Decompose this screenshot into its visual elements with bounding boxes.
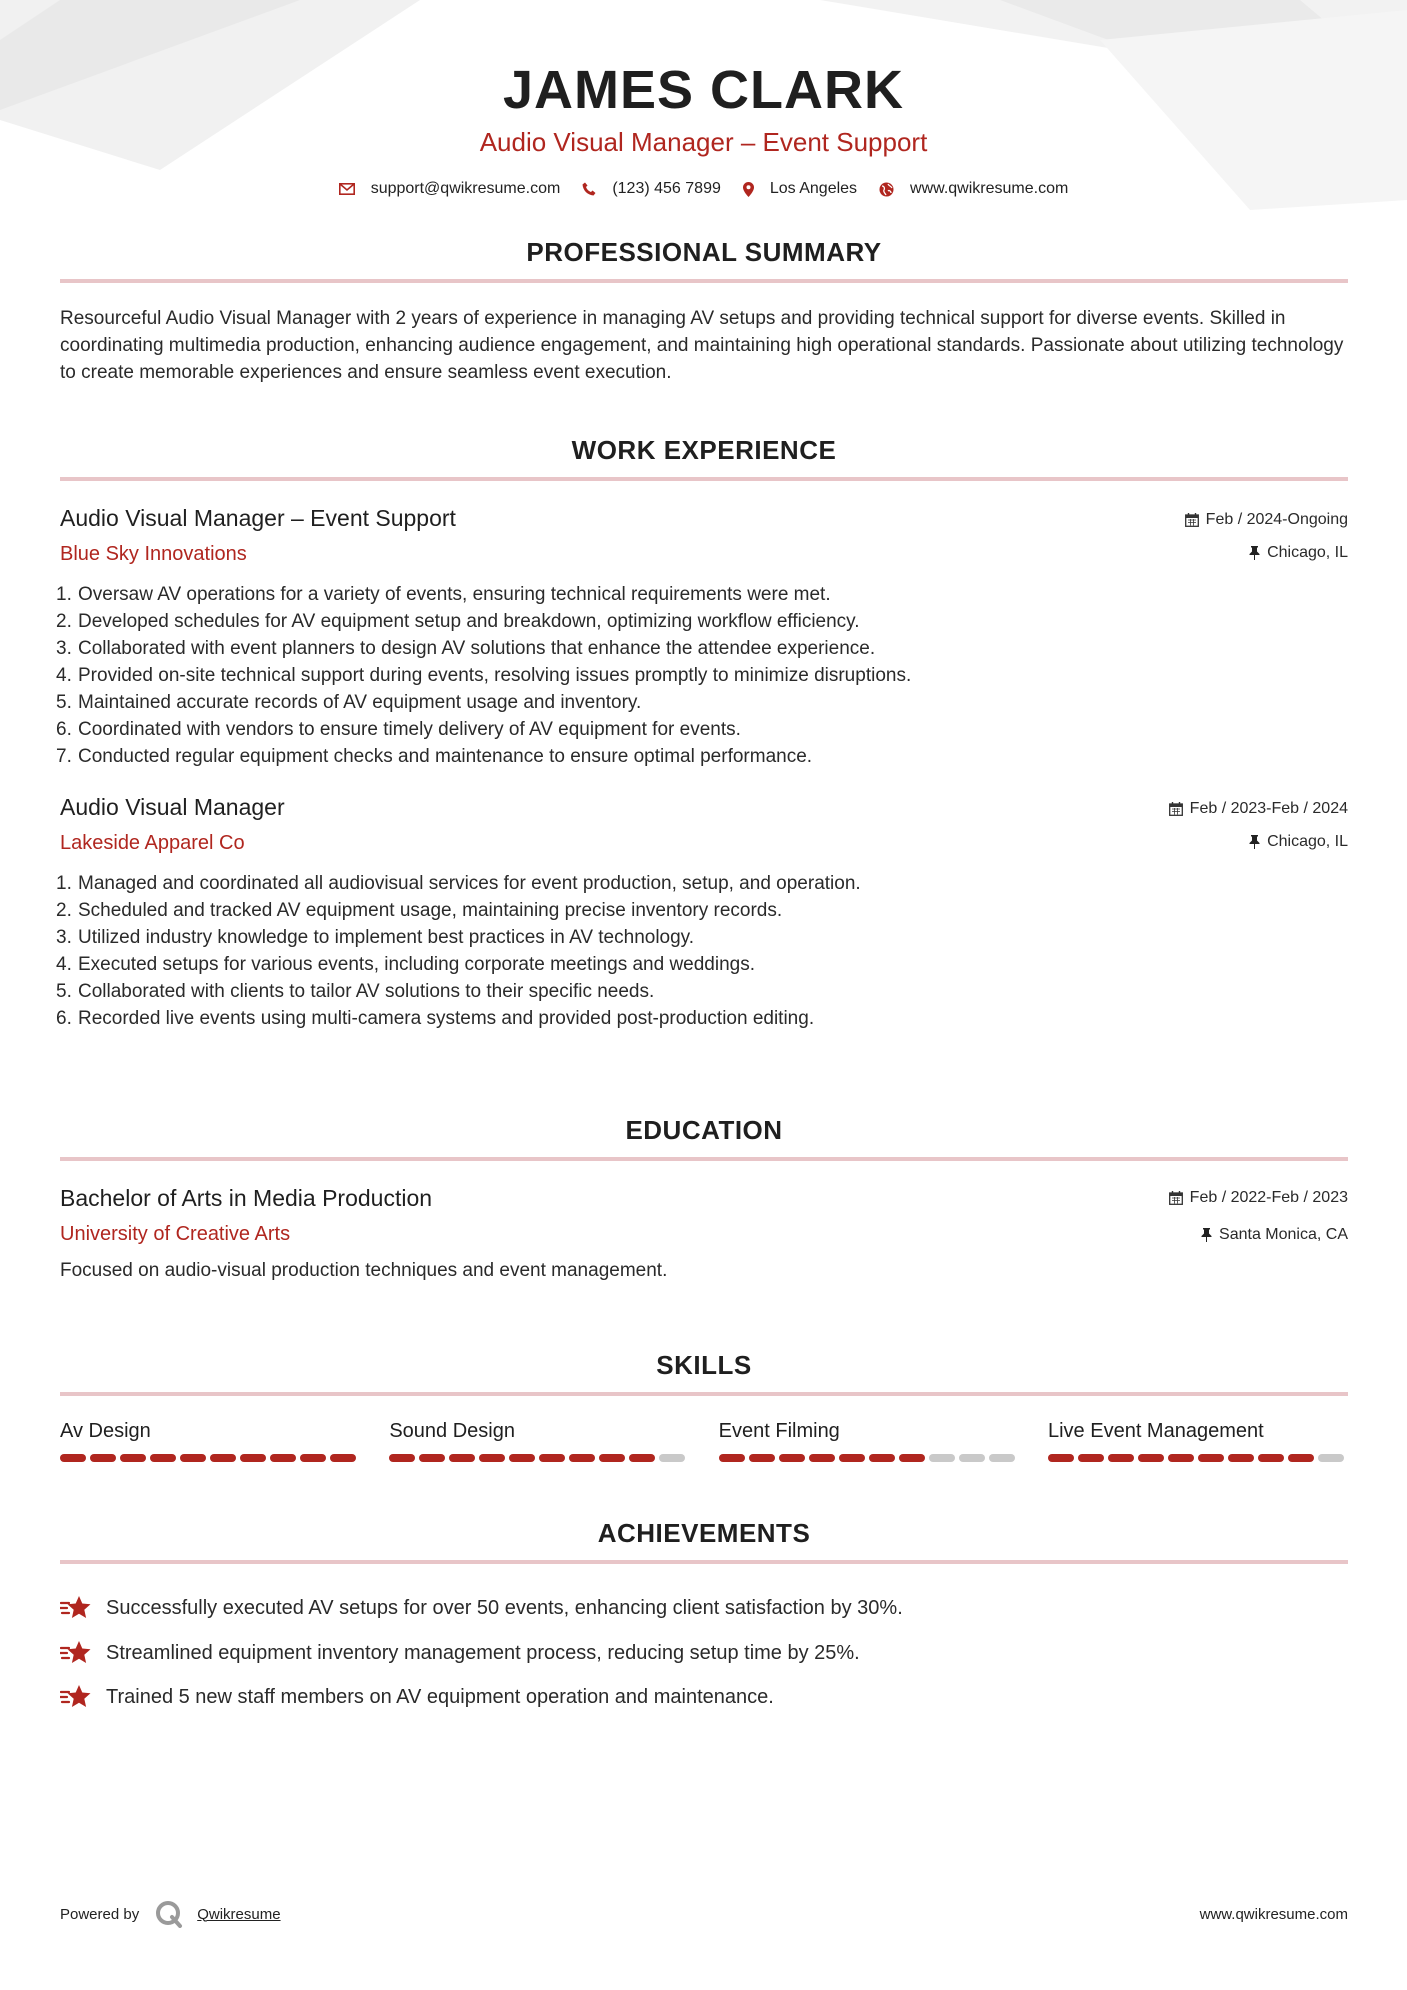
achievements-section [60, 1518, 1348, 1720]
list-item: Streamlined equipment inventory management process, reducing setup time by 25%. [60, 1631, 1348, 1676]
job-bullets [56, 870, 1348, 1032]
skill-item [60, 1418, 360, 1462]
skill-segment-empty [929, 1454, 955, 1462]
skill-segment-filled [300, 1454, 326, 1462]
job-location: Chicago, IL [1267, 544, 1348, 561]
calendar-icon [1169, 802, 1183, 816]
skill-segment-filled [899, 1454, 925, 1462]
skill-item [719, 1418, 1019, 1462]
school-name: University of Creative Arts [60, 1223, 291, 1245]
star-icon [60, 1684, 92, 1710]
website-text: www.qwikresume.com [910, 180, 1069, 197]
qwikresume-logo-icon [155, 1900, 183, 1928]
skill-segment-filled [1288, 1454, 1314, 1462]
skills-row [60, 1418, 1348, 1462]
contact-phone[interactable] [582, 180, 721, 198]
list-item: 5. Collaborated with clients to tailor AV solutions to their specific needs. [56, 981, 655, 1002]
list-item: 5. Maintained accurate records of AV equipment usage and inventory. [56, 692, 642, 713]
skill-segment-empty [1318, 1454, 1344, 1462]
section-divider [60, 1157, 1348, 1161]
skill-segment-filled [419, 1454, 445, 1462]
list-item: 4. Executed setups for various events, including corporate meetings and weddings. [56, 954, 756, 975]
job-dates: Feb / 2024-Ongoing [1205, 511, 1348, 528]
skill-level-bar [389, 1454, 689, 1462]
skill-item [1048, 1418, 1348, 1462]
skill-segment-filled [779, 1454, 805, 1462]
candidate-title: Audio Visual Manager – Event Support [479, 127, 928, 157]
skill-segment-filled [1198, 1454, 1224, 1462]
skill-segment-empty [659, 1454, 685, 1462]
skill-segment-filled [449, 1454, 475, 1462]
star-icon [60, 1640, 92, 1666]
skill-segment-filled [1258, 1454, 1284, 1462]
list-item: 2. Scheduled and tracked AV equipment usage, maintaining precise inventory records. [56, 900, 783, 921]
star-icon [60, 1595, 92, 1621]
calendar-icon [1185, 513, 1199, 527]
contact-website[interactable] [879, 180, 1068, 198]
email-text: support@qwikresume.com [370, 180, 561, 197]
job-role: Audio Visual Manager [60, 794, 285, 820]
job-entry [56, 792, 1348, 1032]
skill-segment-empty [989, 1454, 1015, 1462]
skill-segment-filled [869, 1454, 895, 1462]
education-section [60, 1115, 1348, 1284]
job-company: Blue Sky Innovations [60, 543, 247, 565]
job-bullets [56, 581, 1348, 770]
candidate-name: JAMES CLARK [502, 60, 905, 120]
skill-segment-filled [389, 1454, 415, 1462]
resume-header [0, 0, 1407, 198]
skill-segment-filled [629, 1454, 655, 1462]
skill-segment-filled [90, 1454, 116, 1462]
skill-level-bar [719, 1454, 1019, 1462]
job-company: Lakeside Apparel Co [60, 832, 245, 854]
skill-segment-filled [509, 1454, 535, 1462]
list-item: Successfully executed AV setups for over 50 events, enhancing client satisfaction by 30%. [60, 1586, 1348, 1631]
summary-heading: PROFESSIONAL SUMMARY [526, 237, 882, 267]
achievements-list [60, 1586, 1348, 1720]
footer-website[interactable]: www.qwikresume.com [1199, 1905, 1348, 1923]
skill-segment-filled [150, 1454, 176, 1462]
brand-link[interactable]: Qwikresume [197, 1905, 281, 1923]
education-location: Santa Monica, CA [1219, 1226, 1348, 1243]
list-item: 1. Oversaw AV operations for a variety of events, ensuring technical requirements were met. [56, 584, 831, 605]
skill-segment-filled [60, 1454, 86, 1462]
skill-segment-filled [539, 1454, 565, 1462]
phone-text: (123) 456 7899 [612, 180, 721, 197]
education-dates: Feb / 2022-Feb / 2023 [1189, 1189, 1348, 1206]
skill-segment-filled [719, 1454, 745, 1462]
degree-name: Bachelor of Arts in Media Production [60, 1185, 433, 1211]
location-text: Los Angeles [769, 180, 858, 197]
list-item: 1. Managed and coordinated all audiovisual services for event production, setup, and operation. [56, 873, 861, 894]
skill-segment-filled [120, 1454, 146, 1462]
skill-segment-filled [569, 1454, 595, 1462]
skill-segment-filled [180, 1454, 206, 1462]
summary-text: Resourceful Audio Visual Manager with 2 years of experience in managing AV setups and providing technical support for diverse events. Skilled in coordinating multimedia production, enhancing audience engagement, and maintaining high operational standards. Passionate about utilizing technology to create memorable experiences and ensure seamless event execution. [60, 308, 1344, 383]
education-description: Focused on audio-visual production techniques and event management. [60, 1260, 668, 1281]
section-divider [60, 279, 1348, 283]
list-item: 6. Coordinated with vendors to ensure timely delivery of AV equipment for events. [56, 719, 741, 740]
globe-icon [879, 182, 894, 197]
achievements-heading: ACHIEVEMENTS [597, 1518, 811, 1548]
contact-bar [0, 180, 1407, 198]
job-role: Audio Visual Manager – Event Support [60, 505, 456, 531]
job-entry [56, 503, 1348, 770]
list-item: 3. Collaborated with event planners to design AV solutions that enhance the attendee experience. [56, 638, 876, 659]
experience-section [56, 435, 1348, 1032]
skill-item [389, 1418, 689, 1462]
education-heading: EDUCATION [625, 1115, 783, 1145]
job-dates: Feb / 2023-Feb / 2024 [1189, 800, 1348, 817]
section-divider [60, 477, 1348, 481]
skill-segment-filled [839, 1454, 865, 1462]
pushpin-icon [1201, 1228, 1212, 1242]
skill-segment-filled [240, 1454, 266, 1462]
section-divider [60, 1560, 1348, 1564]
skill-segment-empty [959, 1454, 985, 1462]
list-item: 7. Conducted regular equipment checks and maintenance to ensure optimal performance. [56, 746, 813, 767]
contact-location [743, 180, 857, 198]
envelope-icon [339, 183, 355, 195]
calendar-icon [1169, 1191, 1183, 1205]
skill-name: Sound Design [389, 1420, 515, 1442]
contact-email[interactable] [339, 180, 561, 198]
skill-segment-filled [330, 1454, 356, 1462]
summary-section [60, 237, 1348, 386]
pushpin-icon [1249, 546, 1260, 560]
list-item: 3. Utilized industry knowledge to implement best practices in AV technology. [56, 927, 695, 948]
page-footer [60, 1900, 1348, 1928]
skills-section [60, 1350, 1348, 1462]
skill-segment-filled [1048, 1454, 1074, 1462]
skills-heading: SKILLS [656, 1350, 752, 1380]
section-divider [60, 1392, 1348, 1396]
skill-name: Live Event Management [1047, 1420, 1264, 1442]
skill-level-bar [1048, 1454, 1348, 1462]
skill-segment-filled [749, 1454, 775, 1462]
skill-segment-filled [809, 1454, 835, 1462]
skill-name: Av Design [60, 1420, 151, 1442]
list-item: Trained 5 new staff members on AV equipment operation and maintenance. [60, 1675, 1348, 1720]
skill-segment-filled [1108, 1454, 1134, 1462]
skill-segment-filled [1168, 1454, 1194, 1462]
skill-segment-filled [270, 1454, 296, 1462]
list-item: 2. Developed schedules for AV equipment setup and breakdown, optimizing workflow efficiency. [56, 611, 860, 632]
list-item: 4. Provided on-site technical support during events, resolving issues promptly to minimize disruptions. [56, 665, 912, 686]
education-entry [60, 1183, 1348, 1284]
pushpin-icon [1249, 835, 1260, 849]
skill-segment-filled [1138, 1454, 1164, 1462]
skill-segment-filled [1078, 1454, 1104, 1462]
phone-icon [582, 182, 596, 196]
job-location: Chicago, IL [1267, 833, 1348, 850]
map-pin-icon [743, 182, 754, 197]
powered-by-label: Powered by [60, 1905, 140, 1923]
skill-segment-filled [479, 1454, 505, 1462]
skill-level-bar [60, 1454, 360, 1462]
skill-segment-filled [599, 1454, 625, 1462]
skill-segment-filled [1228, 1454, 1254, 1462]
list-item: 6. Recorded live events using multi-camera systems and provided post-production editing. [56, 1008, 815, 1029]
skill-name: Event Filming [718, 1420, 840, 1442]
experience-heading: WORK EXPERIENCE [571, 435, 837, 465]
skill-segment-filled [210, 1454, 236, 1462]
